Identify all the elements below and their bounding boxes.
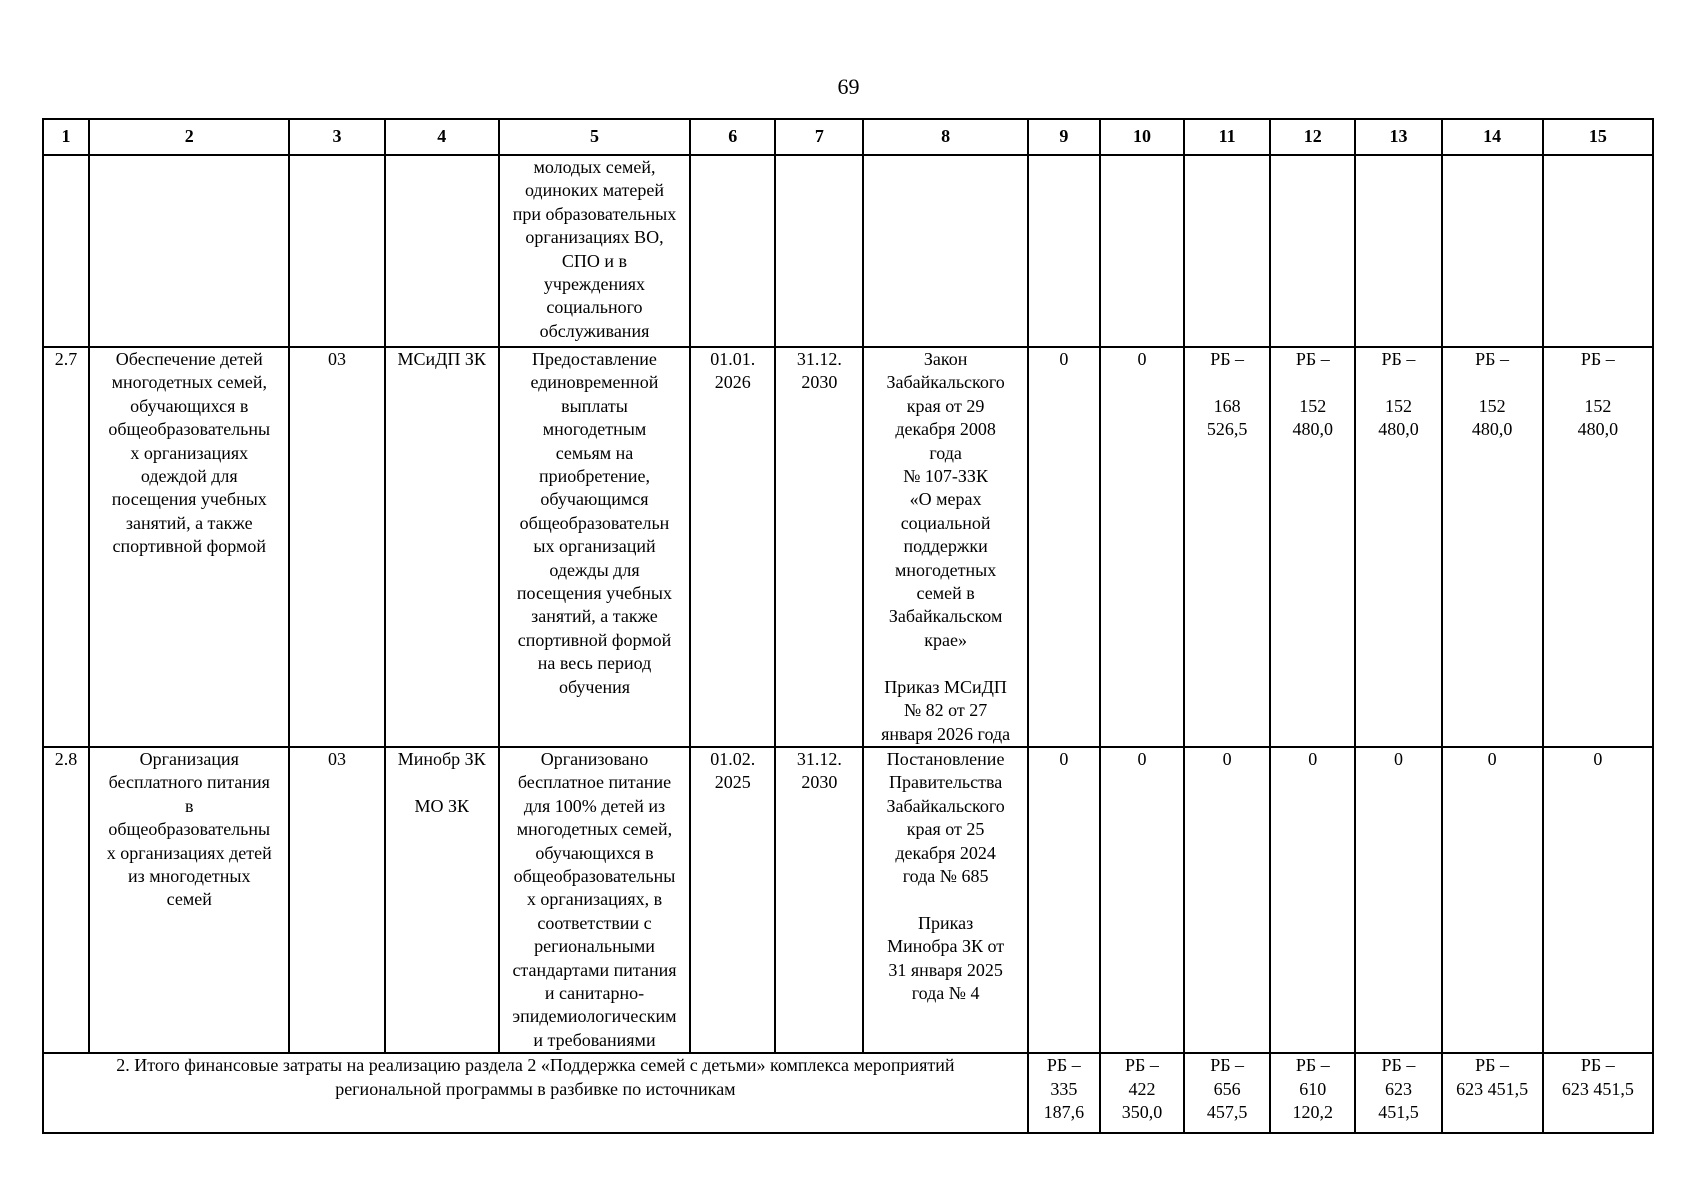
- table-cell: 0: [1270, 747, 1355, 1053]
- table-cell: Закон Забайкальского края от 29 декабря 2008 года № 107-ЗЗК «О мерах социальной поддержки многодетных семей в Забайкальском крае» Приказ МСиДП № 82 от 27 января 2026 года: [863, 347, 1027, 747]
- table-cell: [1442, 155, 1543, 347]
- table-cell: 0: [1028, 347, 1100, 747]
- table-cell: [89, 155, 289, 347]
- table-cell: РБ – 152 480,0: [1543, 347, 1653, 747]
- table-row-total: [43, 1053, 1653, 1133]
- table-cell: Предоставление единовременной выплаты многодетным семьям на приобретение, обучающимся общеобразовательн ых организаций одежды для посещения учебных занятий, а также спортивной формой на весь период обучения: [499, 347, 690, 747]
- table-cell: 01.01. 2026: [690, 347, 775, 747]
- table-cell: РБ – 152 480,0: [1442, 347, 1543, 747]
- table-cell: [1270, 155, 1355, 347]
- table-row-2-8: [43, 747, 1653, 1053]
- table-cell: [289, 155, 384, 347]
- header-cell: 14: [1442, 119, 1543, 155]
- table-cell: [863, 155, 1027, 347]
- header-cell: 9: [1028, 119, 1100, 155]
- table-cell: 0: [1184, 747, 1270, 1053]
- table-row-continuation: [43, 155, 1653, 347]
- table-cell: 0: [1543, 747, 1653, 1053]
- table-cell: 03: [289, 747, 384, 1053]
- total-value: РБ – 610 120,2: [1270, 1053, 1355, 1133]
- table-cell: [1543, 155, 1653, 347]
- total-value: РБ – 335 187,6: [1028, 1053, 1100, 1133]
- program-table: [42, 118, 1654, 1134]
- total-value: РБ – 656 457,5: [1184, 1053, 1270, 1133]
- table-cell: 0: [1355, 747, 1441, 1053]
- table-cell: молодых семей, одиноких матерей при образовательных организациях ВО, СПО и в учреждениях социального обслуживания: [499, 155, 690, 347]
- table-cell: 03: [289, 347, 384, 747]
- header-cell: 11: [1184, 119, 1270, 155]
- table-cell: [43, 155, 89, 347]
- table-cell: 2.8: [43, 747, 89, 1053]
- table-cell: [1100, 155, 1184, 347]
- table-cell: 0: [1100, 747, 1184, 1053]
- header-cell: 7: [775, 119, 863, 155]
- header-cell: 13: [1355, 119, 1441, 155]
- table-cell: 0: [1442, 747, 1543, 1053]
- table-cell: 0: [1100, 347, 1184, 747]
- table-cell: МСиДП ЗК: [385, 347, 499, 747]
- header-cell: 5: [499, 119, 690, 155]
- table-row-2-7: [43, 347, 1653, 747]
- table-cell: [385, 155, 499, 347]
- header-cell: 8: [863, 119, 1027, 155]
- table-cell: 01.02. 2025: [690, 747, 775, 1053]
- total-value: РБ – 623 451,5: [1543, 1053, 1653, 1133]
- total-value: РБ – 623 451,5: [1355, 1053, 1441, 1133]
- table-cell: 0: [1028, 747, 1100, 1053]
- table-cell: Постановление Правительства Забайкальского края от 25 декабря 2024 года № 685 Приказ Минобра ЗК от 31 января 2025 года № 4: [863, 747, 1027, 1053]
- table-cell: Организация бесплатного питания в общеобразовательны х организациях детей из многодетных семей: [89, 747, 289, 1053]
- table-cell: [690, 155, 775, 347]
- page-number: 69: [837, 74, 860, 99]
- total-value: РБ – 422 350,0: [1100, 1053, 1184, 1133]
- total-value: РБ – 623 451,5: [1442, 1053, 1543, 1133]
- table-cell: Минобр ЗК МО ЗК: [385, 747, 499, 1053]
- header-cell: 10: [1100, 119, 1184, 155]
- header-cell: 3: [289, 119, 384, 155]
- header-cell: 2: [89, 119, 289, 155]
- table-cell: [1028, 155, 1100, 347]
- table-cell: Организовано бесплатное питание для 100% детей из многодетных семей, обучающихся в общеобразовательны х организациях, в соответствии с региональными стандартами питания и санитарно- эпидемиологическим и требованиями: [499, 747, 690, 1053]
- table-cell: РБ – 152 480,0: [1355, 347, 1441, 747]
- table-cell: Обеспечение детей многодетных семей, обучающихся в общеобразовательны х организациях одеждой для посещения учебных занятий, а также спортивной формой: [89, 347, 289, 747]
- table-cell: РБ – 152 480,0: [1270, 347, 1355, 747]
- header-cell: 12: [1270, 119, 1355, 155]
- header-cell: 15: [1543, 119, 1653, 155]
- total-label: 2. Итого финансовые затраты на реализацию раздела 2 «Поддержка семей с детьми» комплекса мероприятий региональной программы в разбивке по источникам: [43, 1053, 1028, 1133]
- table-cell: [1355, 155, 1441, 347]
- header-cell: 4: [385, 119, 499, 155]
- table-cell: [775, 155, 863, 347]
- header-row: [43, 119, 1653, 155]
- header-cell: 1: [43, 119, 89, 155]
- table-cell: [1184, 155, 1270, 347]
- table-cell: 31.12. 2030: [775, 347, 863, 747]
- header-cell: 6: [690, 119, 775, 155]
- table-cell: РБ – 168 526,5: [1184, 347, 1270, 747]
- table-cell: 2.7: [43, 347, 89, 747]
- table-cell: 31.12. 2030: [775, 747, 863, 1053]
